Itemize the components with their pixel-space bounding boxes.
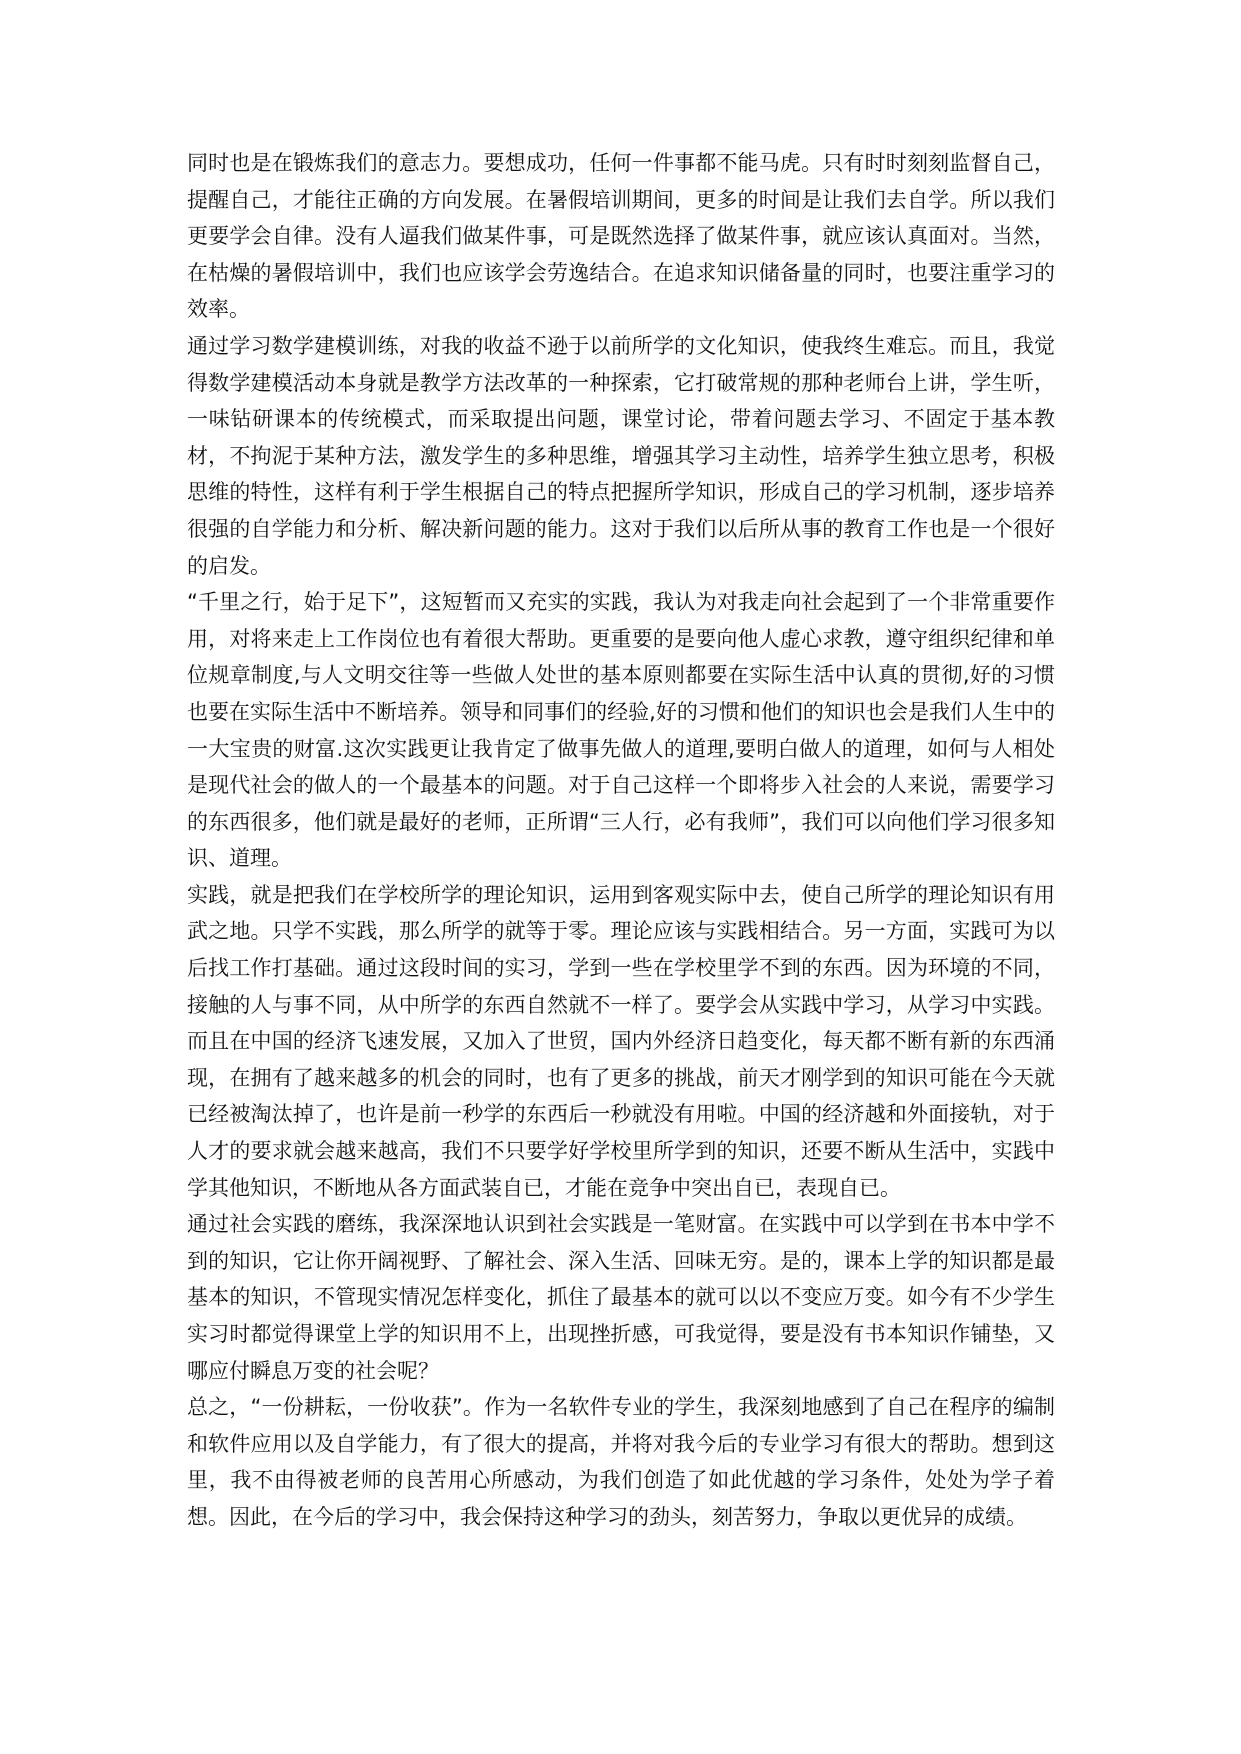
paragraph-6: 总之，“一份耕耘，一份收获”。作为一名软件专业的学生，我深刻地感到了自己在程序的编制和软件应用以及自学能力，有了很大的提高，并将对我今后的专业学习有很大的帮助。想到这里，我不由得被老师的良苦用心所感动，为我们创造了如此优越的学习条件，处处为学子着想。因此，在今后的学习中，我会保持这种学习的劲头，刻苦努力，争取以更优异的成绩。 bbox=[187, 1395, 1055, 1529]
paragraph-4: 实践，就是把我们在学校所学的理论知识，运用到客观实际中去，使自己所学的理论知识有用武之地。只学不实践，那么所学的就等于零。理论应该与实践相结合。另一方面，实践可为以后找工作打基础。通过这段时间的实习，学到一些在学校里学不到的东西。因为环境的不同，接触的人与事不同，从中所学的东西自然就不一样了。要学会从实践中学习，从学习中实践。而且在中国的经济飞速发展，又加入了世贸，国内外经济日趋变化，每天都不断有新的东西涌现，在拥有了越来越多的机会的同时，也有了更多的挑战，前天才刚学到的知识可能在今天就已经被淘汰掉了，也许是前一秒学的东西后一秒就没有用啦。中国的经济越和外面接轨，对于人才的要求就会越来越高，我们不只要学好学校里所学到的知识，还要不断从生活中，实践中学其他知识，不断地从各方面武装自已，才能在竞争中突出自已，表现自已。 bbox=[187, 882, 1055, 1200]
paragraph-1: 同时也是在锻炼我们的意志力。要想成功，任何一件事都不能马虎。只有时时刻刻监督自己，提醒自己，才能往正确的方向发展。在暑假培训期间，更多的时间是让我们去自学。所以我们更要学会自律。没有人逼我们做某件事，可是既然选择了做某件事，就应该认真面对。当然，在枯燥的暑假培训中，我们也应该学会劳逸结合。在追求知识储备量的同时，也要注重学习的效率。 bbox=[187, 151, 1055, 322]
document-body bbox=[187, 145, 1055, 1536]
paragraph-3: “千里之行，始于足下”，这短暂而又充实的实践，我认为对我走向社会起到了一个非常重要作用，对将来走上工作岗位也有着很大帮助。更重要的是要向他人虚心求教，遵守组织纪律和单位规章制度,与人文明交往等一些做人处世的基本原则都要在实际生活中认真的贯彻,好的习惯也要在实际生活中不断培养。领导和同事们的经验,好的习惯和他们的知识也会是我们人生中的一大宝贵的财富.这次实践更让我肯定了做事先做人的道理,要明白做人的道理，如何与人相处是现代社会的做人的一个最基本的问题。对于自己这样一个即将步入社会的人来说，需要学习的东西很多，他们就是最好的老师，正所谓“三人行，必有我师”，我们可以向他们学习很多知识、道理。 bbox=[187, 590, 1055, 871]
paragraph-5: 通过社会实践的磨练，我深深地认识到社会实践是一笔财富。在实践中可以学到在书本中学不到的知识，它让你开阔视野、了解社会、深入生活、回味无穷。是的，课本上学的知识都是最基本的知识，不管现实情况怎样变化，抓住了最基本的就可以以不变应万变。如今有不少学生实习时都觉得课堂上学的知识用不上，出现挫折感，可我觉得，要是没有书本知识作铺垫，又哪应付瞬息万变的社会呢？ bbox=[187, 1212, 1055, 1383]
paragraph-2: 通过学习数学建模训练，对我的收益不逊于以前所学的文化知识，使我终生难忘。而且，我觉得数学建模活动本身就是教学方法改革的一种探索，它打破常规的那种老师台上讲，学生听，一味钻研课本的传统模式，而采取提出问题，课堂讨论，带着问题去学习、不固定于基本教材，不拘泥于某种方法，激发学生的多种思维，增强其学习主动性，培养学生独立思考，积极思维的特性，这样有利于学生根据自己的特点把握所学知识，形成自己的学习机制，逐步培养很强的自学能力和分析、解决新问题的能力。这对于我们以后所从事的教育工作也是一个很好的启发。 bbox=[187, 333, 1055, 578]
